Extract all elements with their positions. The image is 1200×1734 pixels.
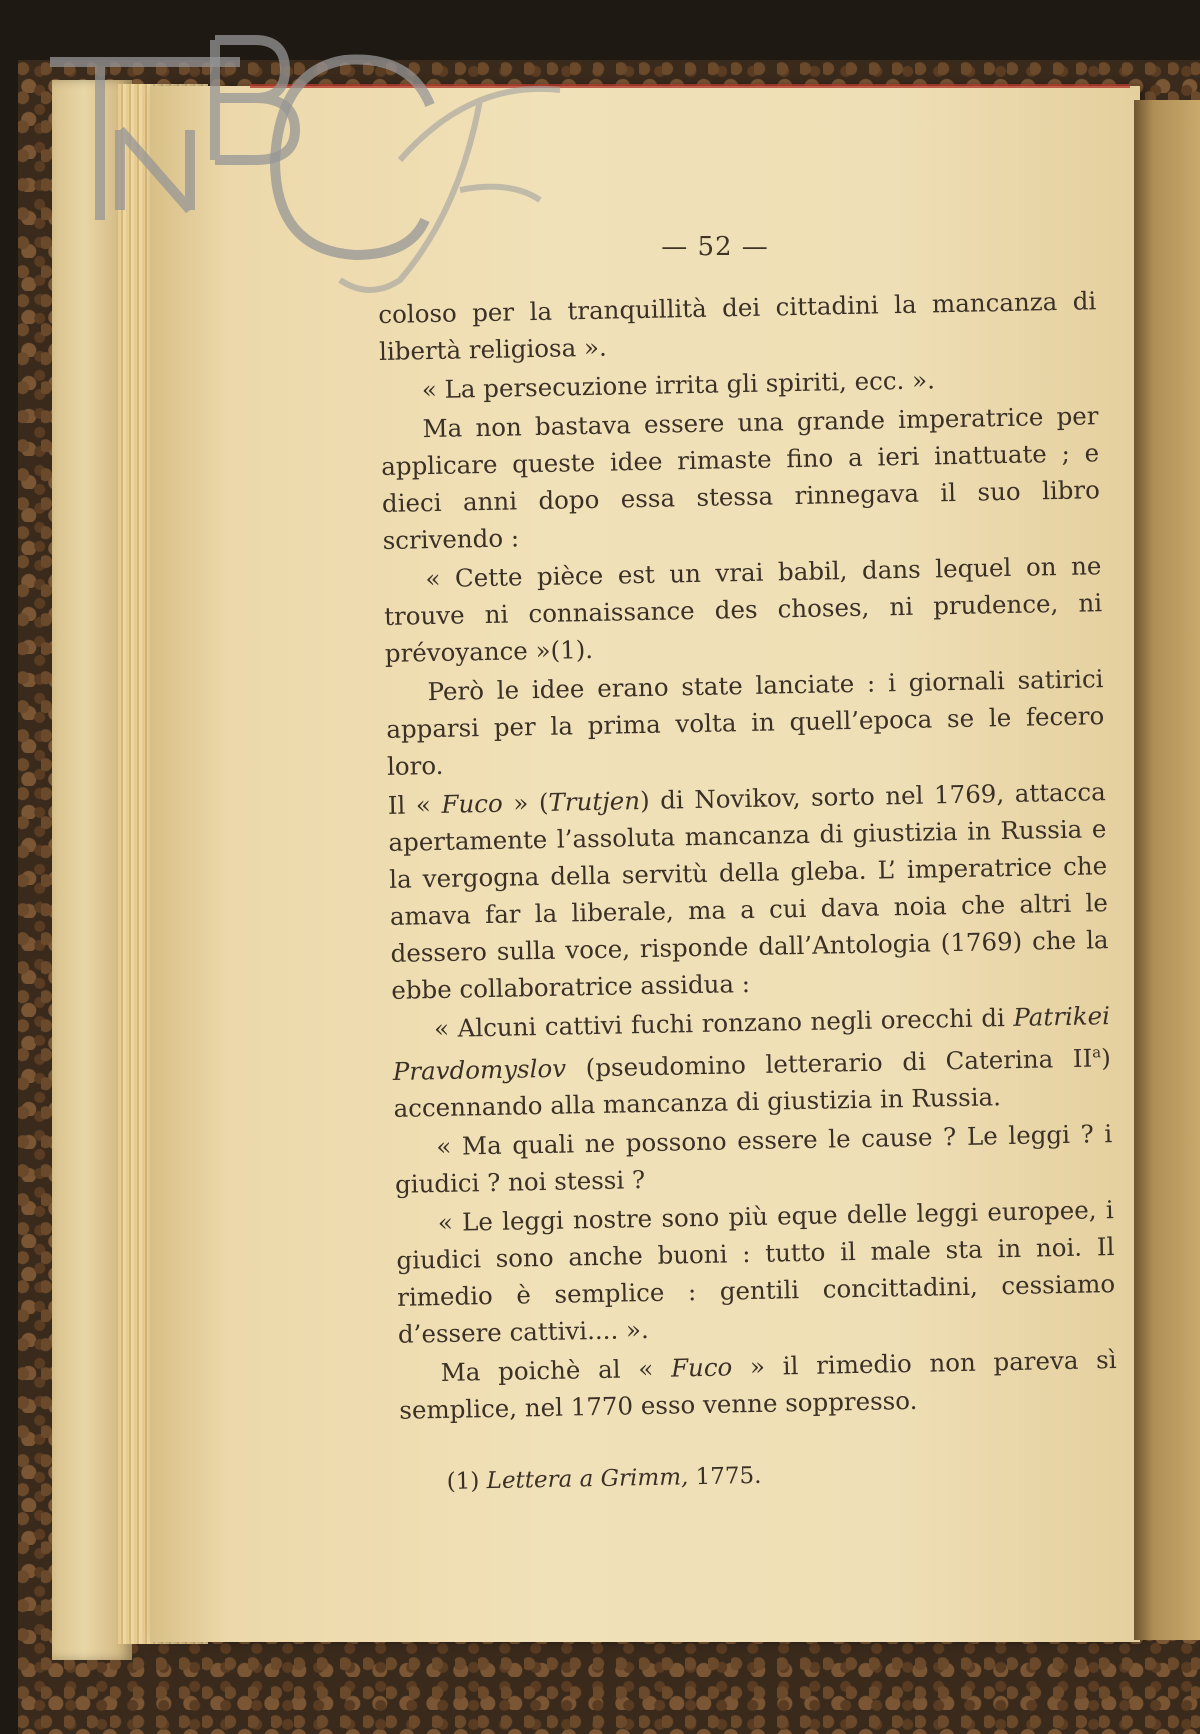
paragraph: Ma non bastava essere una grande imperatrice per applicare queste idee rimaste fino a ieri inattuate ; e dieci anni dopo essa stessa rinnegava il suo libro scrivendo :: [380, 401, 1101, 555]
text-span: ) di Novikov, sorto nel 1769, attacca apertamente l’assoluta mancanza di giustizia in Russia e la vergogna della servitù della gleba. L’ imperatrice che amava far la liberale, ma a cui dava noia che altri le dessero sulla voce, risponde dall’Antologia (1769) che la ebbe collaboratrice assidua :: [388, 777, 1109, 1005]
text-span: (pseudomino letterario di Caterina II: [565, 1043, 1093, 1083]
paragraph: « Cette pièce est un vrai babil, dans lequel on ne trouve ni connaissance des choses, ni prudence, ni prévoyance »(1).: [383, 551, 1103, 668]
text-span: » (: [502, 787, 549, 818]
text-span: Il «: [387, 789, 442, 820]
paragraph: [392, 997, 1112, 1127]
paragraph: « Le leggi nostre sono più eque delle leggi europee, i giudici sono anche buoni : tutto il male sta in noi. Il rimedio è semplice : gentili concittadini, cessiamo d’essere cattivi.... ».: [396, 1195, 1116, 1349]
italic-name: Patrikei Pravdomyslov: [392, 1001, 1111, 1087]
paragraph: [398, 1341, 1117, 1429]
italic-title: Fuco: [441, 788, 504, 819]
paragraph: coloso per la tranquillità dei cittadini la mancanza di libertà religiosa ».: [378, 286, 1097, 366]
paragraph: « Ma quali ne possono essere le cause ? Le leggi ? i giudici ? noi stessi ?: [394, 1119, 1113, 1199]
bncf-logo-watermark: [40, 10, 640, 310]
text-span: « Alcuni cattivi fuchi ronzano negli orecchi di: [433, 1002, 1014, 1044]
right-page-edge: [1134, 100, 1200, 1640]
footnote-reference: Lettera a Grimm,: [486, 1464, 689, 1495]
text-span: ) accennando alla mancanza di giustizia in Russia.: [393, 1043, 1112, 1124]
italic-title: Trutjen: [548, 786, 641, 817]
text-span: Ma poichè al «: [440, 1353, 672, 1388]
footnote-year: 1775.: [688, 1463, 762, 1491]
body-text: [378, 282, 1119, 1502]
paragraph: Però le idee erano state lanciate : i giornali satirici apparsi per la prima volta in quell’epoca se le fecero loro.: [386, 664, 1105, 781]
text-span: » il rimedio non pareva sì semplice, nel 1770 esso venne soppresso.: [399, 1345, 1117, 1425]
italic-title: Fuco: [670, 1352, 733, 1383]
page-number: — 52 —: [661, 232, 769, 262]
paragraph: [387, 773, 1109, 1009]
superscript: a: [1091, 1043, 1102, 1062]
footnote-mark: (1): [446, 1468, 487, 1496]
paragraph: « La persecuzione irrita gli spiriti, ecc. ».: [421, 365, 936, 405]
